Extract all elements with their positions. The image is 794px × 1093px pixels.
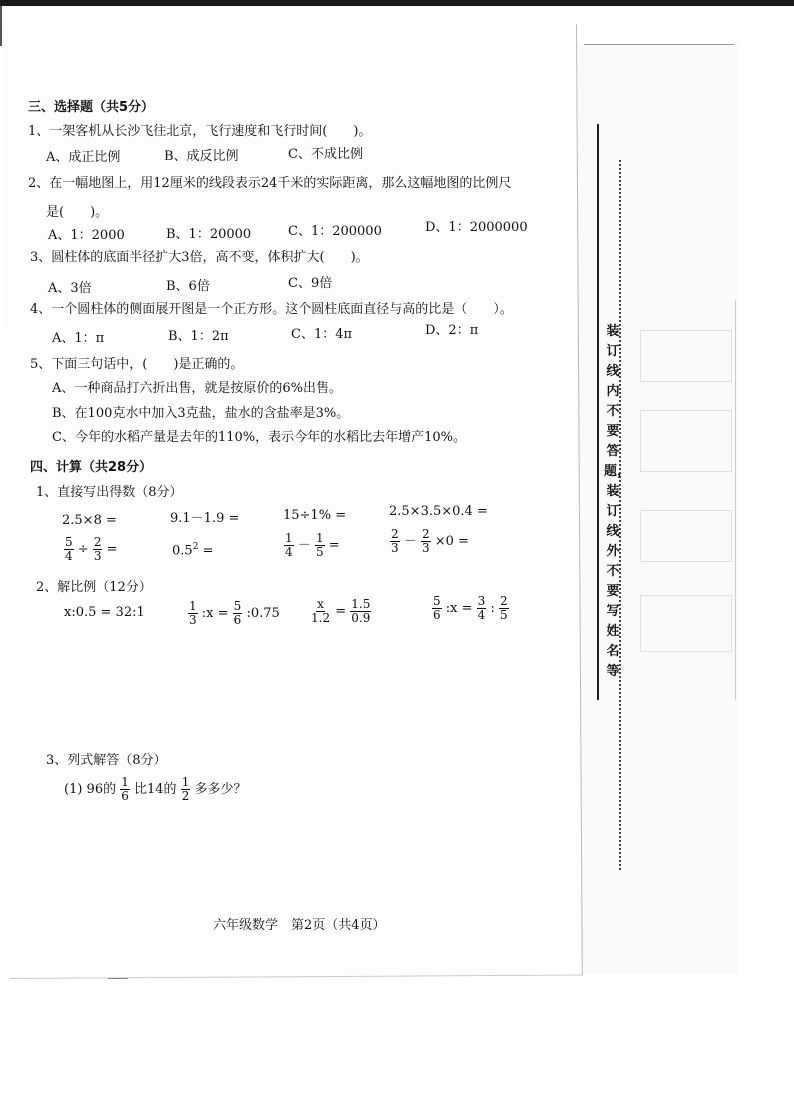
expression: 9.1－1.9 = <box>170 511 240 526</box>
option-a: A、1：π <box>52 331 105 346</box>
denominator: 6 <box>233 613 242 627</box>
denominator: 4 <box>65 549 73 563</box>
question-2: 2、在一幅地图上，用12厘米的线段表示24千米的实际距离，那么这幅地图的比例尺 <box>28 176 512 191</box>
denominator: 3 <box>391 541 399 555</box>
bleed-through-box <box>640 330 732 382</box>
fraction <box>310 598 331 625</box>
section-heading-choice: 三、选择题（共5分） <box>28 100 155 115</box>
fraction <box>432 595 442 622</box>
statement-a: A、一种商品打六折出售，就是按原价的6%出售。 <box>52 381 343 396</box>
fraction-expression <box>390 528 469 555</box>
option-c: C、9倍 <box>288 276 333 291</box>
numerator: 2 <box>499 594 508 608</box>
part-2-title: 2、解比例（12分） <box>36 580 152 595</box>
question-5: 5、下面三句话中，( )是正确的。 <box>30 357 244 372</box>
denominator: 0.9 <box>351 611 371 625</box>
operator: － <box>403 534 417 549</box>
question-3: 3、圆柱体的底面半径扩大3倍，高不变，体积扩大( )。 <box>30 250 369 265</box>
numerator: 1 <box>315 531 324 545</box>
fraction <box>64 536 74 563</box>
denominator: 2 <box>181 789 190 803</box>
numerator: 5 <box>65 535 73 549</box>
option-c: C、1：4π <box>291 327 353 342</box>
numerator: 3 <box>477 594 486 608</box>
denominator: 5 <box>499 608 508 622</box>
fraction <box>233 600 243 627</box>
section-heading-calculation: 四、计算（共28分） <box>30 460 153 475</box>
proportion <box>432 595 509 622</box>
ratio-text: :x = <box>201 606 229 621</box>
fraction <box>499 595 509 622</box>
problem-text: (1) 96的 <box>64 782 117 797</box>
option-a: A、3倍 <box>48 281 92 296</box>
option-b: B、1：20000 <box>166 227 252 242</box>
denominator: 6 <box>433 608 441 622</box>
power-expression <box>172 539 213 559</box>
option-d: D、1：2000000 <box>425 220 528 235</box>
numerator: 2 <box>421 527 430 541</box>
scan-left-edge <box>0 6 2 46</box>
operator: － <box>297 538 311 553</box>
ratio-text: : <box>490 601 495 616</box>
ratio-text: :0.75 <box>246 606 280 621</box>
denominator: 3 <box>189 613 197 627</box>
part-1-title: 1、直接写出得数（8分） <box>36 485 183 500</box>
scan-top-border <box>0 0 794 6</box>
fraction <box>390 528 400 555</box>
option-b: B、6倍 <box>166 279 210 294</box>
numerator: 1.5 <box>351 597 371 611</box>
denominator: 1.2 <box>311 611 331 625</box>
option-a: A、1：2000 <box>48 228 125 243</box>
denominator: 5 <box>315 545 324 559</box>
numerator: 2 <box>391 527 399 541</box>
equals-sign: = <box>106 542 118 557</box>
proportion: x:0.5 = 32:1 <box>64 605 145 620</box>
part-3-title: 3、列式解答（8分） <box>46 753 167 768</box>
denominator: 3 <box>93 549 102 563</box>
expression: 2.5×3.5×0.4 = <box>389 504 488 519</box>
denominator: 6 <box>121 789 129 803</box>
fraction <box>93 536 103 563</box>
fraction <box>315 532 325 559</box>
fraction <box>188 600 198 627</box>
binding-strip <box>578 44 738 974</box>
equals-sign: = <box>335 604 347 619</box>
numerator: 1 <box>181 775 190 789</box>
binding-line <box>597 124 599 700</box>
denominator: 4 <box>285 545 293 559</box>
fraction <box>477 595 487 622</box>
numerator: 1 <box>285 531 293 545</box>
fraction <box>181 776 191 803</box>
bleed-through-box <box>640 410 732 472</box>
expression: 2.5×8 = <box>62 513 117 528</box>
equals-sign: ×0 = <box>434 534 469 549</box>
operator: ÷ <box>77 542 89 557</box>
word-problem-1 <box>64 776 247 803</box>
numerator: 5 <box>233 599 242 613</box>
strip-top-edge <box>584 44 734 45</box>
equals-sign: = <box>198 543 214 559</box>
proportion <box>188 600 280 627</box>
fraction <box>350 598 371 625</box>
bleed-through-box <box>640 595 732 652</box>
fraction-expression <box>284 532 340 559</box>
statement-b: B、在100克水中加入3克盐，盐水的含盐率是3%。 <box>52 406 350 421</box>
option-b: B、1：2π <box>168 329 229 344</box>
exponent: 2 <box>192 542 199 552</box>
numerator: 5 <box>433 594 441 608</box>
expression: 15÷1% = <box>283 508 347 523</box>
problem-text: 多多少？ <box>194 782 247 797</box>
binding-notice: 装订线内不要答题，装订线外不要写姓名等 <box>604 324 631 679</box>
strip-right-edge <box>735 300 736 700</box>
fraction-expression <box>64 536 118 563</box>
fraction <box>421 528 431 555</box>
denominator: 4 <box>477 608 486 622</box>
question-2-cont: 是( )。 <box>46 205 109 220</box>
equals-sign: = <box>328 538 340 553</box>
ratio-text: :x = <box>445 601 473 616</box>
option-a: A、成正比例 <box>46 150 121 165</box>
numerator: 1 <box>121 775 129 789</box>
problem-text: 比14的 <box>134 782 177 797</box>
option-b: B、成反比例 <box>164 149 239 164</box>
question-4: 4、一个圆柱体的侧面展开图是一个正方形。这个圆柱底面直径与高的比是（ ）。 <box>30 302 513 317</box>
page-footer: 六年级数学 第2页（共4页） <box>213 918 386 933</box>
statement-c: C、今年的水稻产量是去年的110%，表示今年的水稻比去年增产10%。 <box>52 430 467 445</box>
option-c: C、1：200000 <box>288 224 382 239</box>
proportion <box>310 598 371 625</box>
fraction <box>284 532 294 559</box>
fraction <box>120 776 130 803</box>
question-1: 1、一架客机从长沙飞往北京，飞行速度和飞行时间( )。 <box>28 124 372 139</box>
scan-mark <box>108 978 128 979</box>
numerator: x <box>317 597 324 611</box>
denominator: 3 <box>421 541 430 555</box>
numerator: 2 <box>93 535 102 549</box>
option-c: C、不成比例 <box>288 147 363 162</box>
base: 0.5 <box>172 543 193 559</box>
option-d: D、2：π <box>425 323 479 338</box>
numerator: 1 <box>189 599 197 613</box>
exam-page <box>4 24 583 978</box>
bleed-through-box <box>640 510 732 562</box>
